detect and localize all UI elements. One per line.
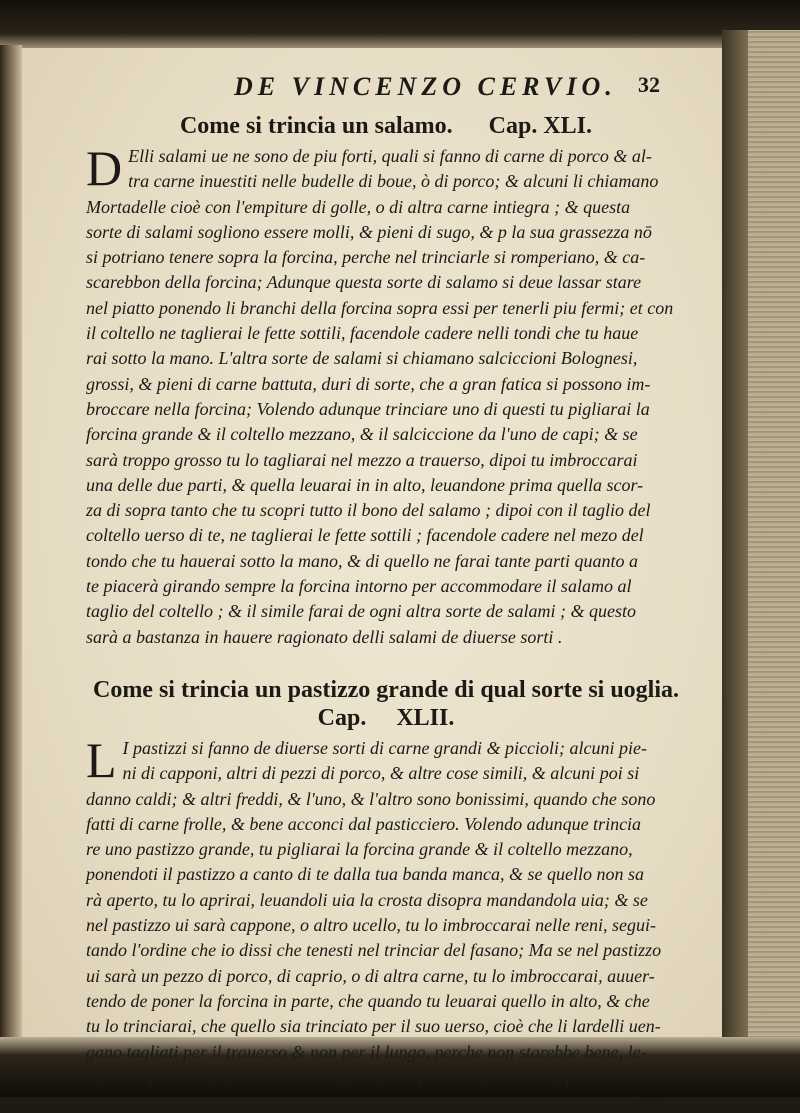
text-line: si potriano tenere sopra la forcina, perche nel trinciarle si romperiano, & ca- [86,247,646,268]
running-title: DE VINCENZO CERVIO. [234,72,617,101]
chapter-41-cap-number: XLI. [543,113,593,139]
text-line: il coltello ne taglierai le fette sottili, facendole cadere nelli tondi che tu haue [86,323,639,344]
running-head [86,72,686,112]
book-spine-edge [0,45,22,1045]
chapter-42-cap [86,704,686,732]
chapter-42-text [86,731,686,1090]
scan-top-edge [0,0,800,48]
text-line: broccare nella forcina; Volendo adunque trinciare uno di questi tu pigliarai la [86,398,650,419]
chapter-42-title: Come si trincia un pastizzo grande di qual sorte si uoglia. [92,676,680,703]
chapter-41-drop-cap: D [86,140,123,196]
text-line: ui sarà un pezzo di porco, di caprio, o di altra carne, tu lo imbroccarai, auuer- [86,965,655,986]
chapter-42-cap-label: Cap. [317,704,367,731]
text-line: ponendoti il pastizzo a canto di te dalla tua banda manca, & se quello non sa [86,864,644,885]
chapter-41-cap-label: Cap. [488,113,538,139]
chapter-41-title: Come si trincia un salamo. [179,113,453,139]
text-line: sorte di salami sogliono essere molli, & pieni di sugo, & p la sua grassezza nō [86,221,652,242]
chapter-42-cap-number: XLII. [396,704,455,731]
text-line: re uno pastizzo grande, tu pigliarai la forcina grande & il coltello mezzano, [86,839,633,860]
text-line: grossi, & pieni di carne battuta, duri di sorte, che a gran fatica si possono im- [86,373,651,394]
text-line: sarà a bastanza in hauere ragionato delli salami de diuerse sorti . [86,626,563,647]
text-line: coltello uerso di te, ne taglierai le fette sottili ; facendole cadere nel mezo del [86,525,644,546]
text-line: sarà troppo grosso tu lo tagliarai nel mezzo a trauerso, dipoi tu imbroccarai [86,449,638,470]
text-line: scarebbon della forcina; Adunque questa sorte di salamo si deue lassar stare [86,272,642,293]
page-number: 32 [638,72,660,97]
text-line: nel piatto ponendo li branchi della forcina sopra essi per tenerli piu fermi; et con [86,297,674,318]
text-line: uandolo poi con gratia in alto ne taglierai di quello le fette sottili, facendone ca [86,1066,662,1087]
text-line: nel pastizzo ui sarà cappone, o altro ucello, tu lo imbroccarai nelle reni, segui- [86,915,656,936]
page-stack-edge [722,30,800,1060]
text-line: te piacerà girando sempre la forcina intorno per accommodare il salamo al [86,576,632,597]
text-line: tu lo trinciarai, che quello sia trinciato per il suo uerso, cioè che li lardelli uen- [86,1016,661,1037]
chapter-41-heading [86,112,686,140]
chapter-41-text [86,140,686,650]
text-line: Elli salami ue ne sono de piu forti, quali si fanno di carne di porco & al- [128,146,652,166]
text-line: rai sotto la mano. L'altra sorte de salami si chiamano salciccioni Bolognesi, [86,348,638,369]
text-line: Mortadelle cioè con l'empiture di golle, o di altra carne intiegra ; & questa [86,196,631,217]
text-line: I pastizzi si fanno de diuerse sorti di carne grandi & piccioli; alcuni pie- [122,737,647,758]
text-line: tondo che tu hauerai sotto la mano, & di quello ne farai tante parti quanto a [86,550,638,571]
text-line: za di sopra tanto che tu scopri tutto il bono del salamo ; dipoi con il taglio del [86,500,651,521]
chapter-42-drop-cap: L [86,731,117,788]
text-line: fatti di carne frolle, & bene acconci dal pasticciero. Volendo adunque trincia [86,813,642,834]
text-line: tra carne inuestiti nelle budelle di boue, ò di porco; & alcuni li chiamano [128,171,659,192]
text-line: una delle due parti, & quella leuarai in in alto, leuandone prima quella scor- [86,474,644,495]
text-line: tendo de poner la forcina in parte, che quando tu leuarai quello in alto, & che [86,990,650,1011]
text-line: taglio del coltello ; & il simile farai de ogni altra sorte de salami ; & questo [86,601,636,622]
text-line: danno caldi; & altri freddi, & l'uno, & l'altro sono bonissimi, quando che sono [86,788,656,809]
text-line: tando l'ordine che io dissi che tenesti nel trinciar del fasano; Ma se nel pastizzo [86,940,662,961]
book-page [86,72,686,1113]
text-line: forcina grande & il coltello mezzano, & il salciccione da l'uno de capi; & se [86,424,638,445]
text-line: ni di capponi, altri di pezzi di porco, & altre cose simili, & alcuni poi si [122,763,640,784]
catchword: dere [630,1092,662,1113]
text-line: rà aperto, tu lo aprirai, leuandoli uia la crosta disopra mandandola uia; & se [86,889,648,910]
text-line: gano tagliati per il trauerso & non per il lungo, perche non starebbe bene, le- [86,1041,647,1062]
